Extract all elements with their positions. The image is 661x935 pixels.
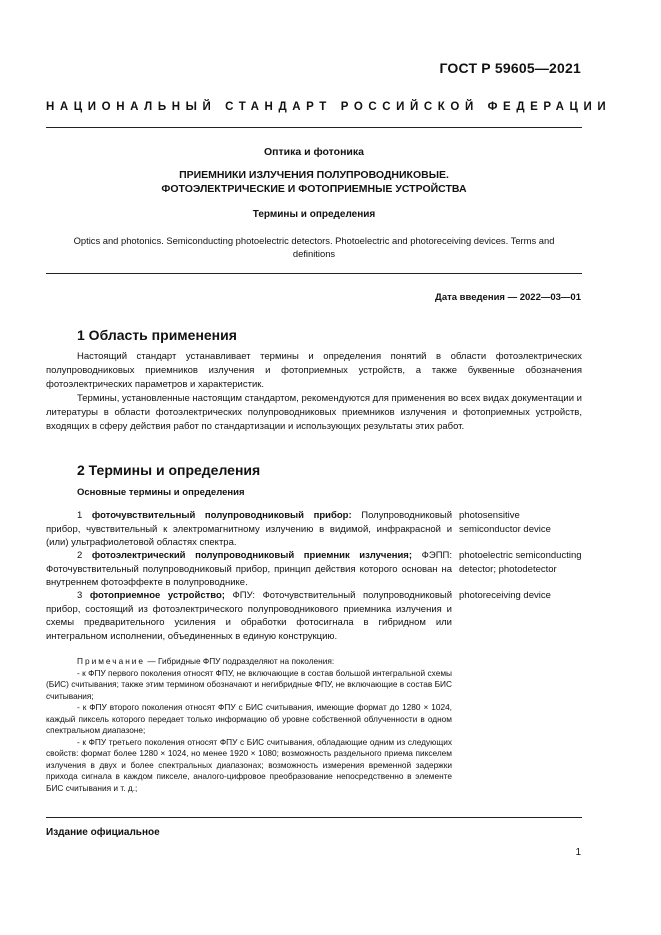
term-number: 2 [77, 550, 83, 561]
term-english-3: photoreceiving device [459, 590, 551, 601]
title-line-1: ПРИЕМНИКИ ИЗЛУЧЕНИЯ ПОЛУПРОВОДНИКОВЫЕ. [179, 169, 449, 181]
note-label: Примечание [77, 656, 146, 666]
term-entry-1 [46, 509, 452, 550]
term-entry-2 [46, 549, 452, 590]
official-edition-label: Издание официальное [46, 827, 160, 838]
section-1-paragraph-1: Настоящий стандарт устанавливает термины и определения понятий в области фотоэлектрических полупроводниковых приемников излучения и фотоприемных устройств, а также буквенные обозначения фотоэлектрических параметров и характеристик. [46, 351, 582, 390]
note-lead [46, 656, 452, 668]
title-divider [46, 273, 582, 274]
term-name: фоточувствительный полупроводниковый прибор: [91, 510, 352, 521]
term-english-1: photosensitive semiconductor device [459, 510, 551, 535]
series-title: Оптика и фотоника [263, 146, 364, 158]
section-2-heading: 2 Термины и определения [77, 462, 261, 478]
document-title [46, 168, 582, 196]
national-standard-heading: НАЦИОНАЛЬНЫЙ СТАНДАРТ РОССИЙСКОЙ ФЕДЕРАЦИИ [46, 101, 612, 113]
section-1-paragraph-2: Термины, установленные настоящим стандартом, рекомендуются для применения во всех видах документации и литературы в области фотоэлектрических полупроводниковых приемников излучения и фотоприемных устройств, входящих в сферу действия работ по стандартизации и использующих результаты этих работ. [46, 393, 582, 432]
footer-divider [46, 817, 582, 818]
english-title: Optics and photonics. Semiconducting photoelectric detectors. Photoelectric and photoreceiving devices. Terms and definitions [73, 235, 555, 259]
note-lead-text: — Гибридные ФПУ подразделяют на поколения: [147, 656, 335, 666]
title-line-2: ФОТОЭЛЕКТРИЧЕСКИЕ И ФОТОПРИЕМНЫЕ УСТРОЙСТВА [161, 183, 467, 195]
note-item: - к ФПУ второго поколения относят ФПУ с БИС считывания, имеющие формат до 1280 × 1024, каждый пиксель которого передает только информацию об уровне собственной облученности в одном спектральном диапазоне; [46, 702, 452, 735]
note-item: - к ФПУ первого поколения относят ФПУ, не включающие в состав большой интегральной схемы (БИС) считывания; также этим термином обозначают и негибридные ФПУ, не включающие в состав БИС считывания; [46, 667, 452, 701]
note-block [46, 656, 452, 794]
term-english-2: photoelectric semiconducting detector; photodetector [459, 550, 582, 575]
term-name: фотоэлектрический полупроводниковый приемник излучения; [91, 550, 413, 561]
term-name: фотоприемное устройство; [89, 590, 225, 601]
section-2-subheading: Основные термины и определения [77, 487, 245, 498]
term-number: 1 [77, 510, 83, 521]
term-definition: ФЭПП: Фоточувствительный полупроводниковый прибор, принцип действия которого основан на внутреннем фотоэффекте в полупроводнике. [46, 550, 452, 588]
term-entry-3 [46, 589, 452, 643]
section-1-heading: 1 Область применения [77, 327, 237, 343]
introduction-date: Дата введения — 2022—03—01 [435, 292, 581, 303]
term-definition: Полупроводниковый прибор, чувствительный к электромагнитному излучению в видимой, инфракрасной и (или) ультрафиолетовой областях спектра. [46, 510, 452, 548]
top-divider [46, 127, 582, 128]
term-number: 3 [77, 590, 83, 601]
page-number: 1 [575, 847, 581, 858]
note-item: - к ФПУ третьего поколения относят ФПУ с БИС считывания, обладающие одним из следующих свойств: формат более 1280 × 1024, но менее 1920 × 1080; возможность раздельного приема пикселем излучения в двух и более спектральных диапазонах; возможность измерения временной задержки прихода сигнала в каждом пикселе, аналого-цифровое преобразование непосредственно в элементе БИС считывания и т. д.; [46, 736, 452, 793]
document-subtitle: Термины и определения [252, 209, 376, 220]
document-number: ГОСТ Р 59605—2021 [439, 60, 581, 76]
term-definition: ФПУ: Фоточувствительный полупроводниковый прибор, состоящий из фотоэлектрического полупроводникового приемника излучения и схемы предварительного усиления и обработки фотосигнала в гибридном или интегральном исполнении, объединенных в единую конструкцию. [46, 590, 453, 642]
